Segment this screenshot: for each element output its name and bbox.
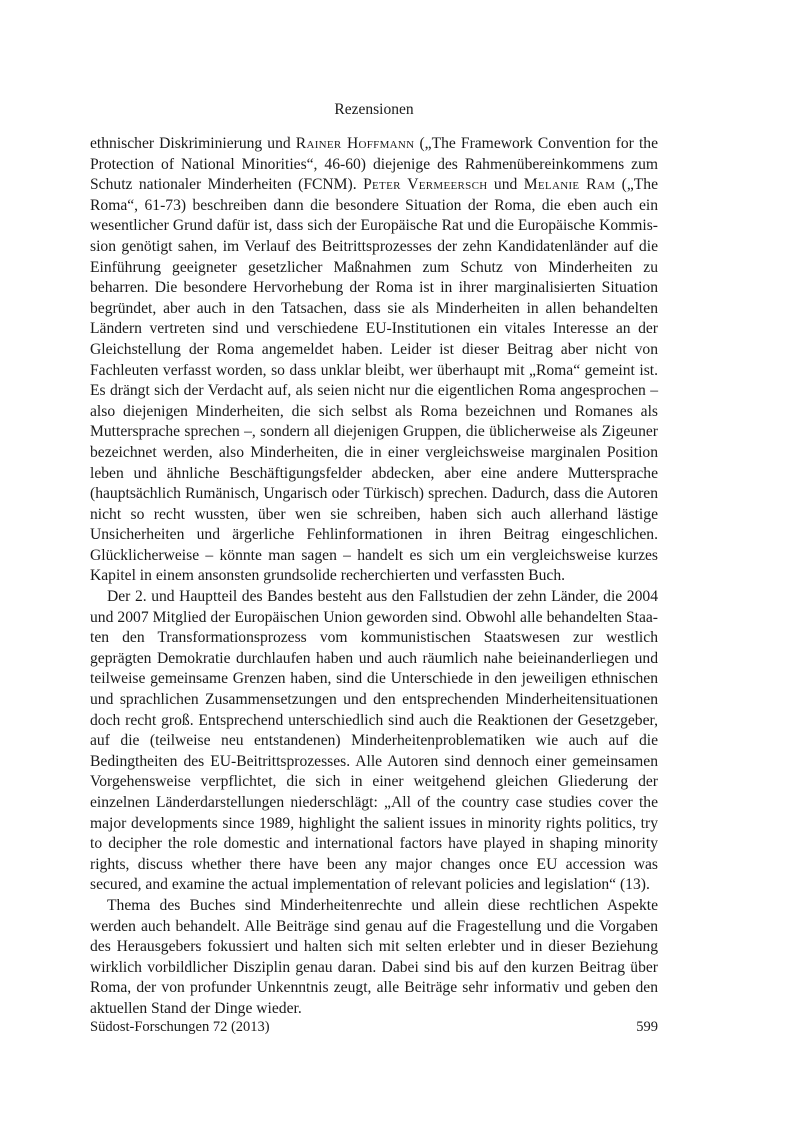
paragraph xyxy=(90,134,658,587)
paragraph xyxy=(90,896,658,1020)
text-run: ethnischer Diskriminierung und xyxy=(90,135,296,152)
author-name: Peter Vermeersch xyxy=(363,176,488,194)
author-name: Melanie Ram xyxy=(523,176,616,194)
text-run: Thema des Buches sind Minderheitenrechte und allein diese rechtlichen Aspekte werden auch behandelt. Alle Beiträge sind genau auf die Fragestellung und die Vorgaben des Herausgebers fokussiert und halten sich mit selten erlebter und in dieser Beziehung wirklich vorbildlicher Disziplin genau daran. Dabei sind bis auf den kurzen Beitrag über Roma, der von profunder Unkenntnis zeugt, alle Beiträge sehr informativ und geben den aktuellen Stand der Dinge wieder. xyxy=(90,896,658,1017)
journal-citation: Südost-Forschungen 72 (2013) xyxy=(90,1019,270,1035)
page-number: 599 xyxy=(636,1019,658,1035)
text-run: Der 2. und Hauptteil des Bandes besteht aus den Fallstudien der zehn Länder, die 2004 und 2007 Mitglied der Europäischen Union geworden sind. Obwohl alle behandelten Staaten den Transformationsprozess vom kommunistischen Staatswesen zur westlich geprägten Demokratie durchlaufen haben und auch räumlich nahe beieinanderliegen und teilweise gemeinsame Grenzen haben, sind die Unterschiede in den jeweiligen ethnischen und sprachlichen Zusammensetzungen und den entsprechenden Minderheitensituationen doch recht groß. Entsprechend unterschiedlich sind auch die Reaktionen der Gesetzgeber, auf die (teilweise neu entstandenen) Minderheitenproblematiken wie auch auf die Bedingtheiten des EU-Beitrittsprozesses. Alle Autoren sind dennoch einer gemeinsamen Vorgehensweise verpflichtet, die sich in einer weitgehend gleichen Gliederung der einzelnen Länderdarstellungen niederschlägt: „All of the country case studies cover the major developments since 1989, highlight the salient issues in minority rights politics, try to decipher the role domestic and international factors have played in shaping minority rights, discuss whether there have been any major changes once EU accession was secured, and examine the actual implementation of relevant policies and legislation“ (13). xyxy=(90,588,658,894)
author-name: Rainer Hoffmann xyxy=(295,135,415,152)
text-run: und xyxy=(487,176,524,194)
body-text xyxy=(90,134,658,1020)
text-run: („The Roma“, 61-73) beschreiben dann die besondere Situation der Roma, die eben auch ein wesentlicher Grund dafür ist, dass sich der Europäische Rat und die Europäische Kommission genötigt sahen, im Verlauf des Beitrittsprozesses der zehn Kandidatenländer auf die Einführung geeigneter gesetzlicher Maßnahmen zum Schutz von Minderheiten zu beharren. Die besondere Hervorhebung der Roma ist in ihrer marginalisierten Situation begründet, aber auch in den Tatsachen, dass sie als Minderheiten in allen behandelten Ländern vertreten sind und verschiedene EU-Institutionen ein vitales Interesse an der Gleichstellung der Roma angemeldet haben. Leider ist dieser Beitrag aber nicht von Fachleuten verfasst worden, so dass unklar bleibt, wer überhaupt mit „Roma“ gemeint ist. Es drängt sich der Verdacht auf, als seien nicht nur die eigentlichen Roma angesprochen – also diejenigen Minderheiten, die sich selbst als Roma bezeichnen und Romanes als Muttersprache sprechen –, sondern all diejenigen Gruppen, die üblicherweise als Zigeuner bezeichnet werden, also Minderheiten, die in einer vergleichsweise marginalen Position leben und ähnliche Beschäftigungsfelder abdecken, aber eine andere Muttersprache (hauptsächlich Rumänisch, Ungarisch oder Türkisch) sprechen. Dadurch, dass die Autoren nicht so recht wussten, über wen sie schreiben, haben sich auch allerhand lästige Unsicherheiten und ärgerliche Fehlinformationen in ihren Beitrag eingeschlichen. Glücklicherweise – könnte man sagen – handelt es sich um ein vergleichsweise kurzes Kapitel in einem ansonsten grundsolide recherchierten und verfassten Buch. xyxy=(90,176,659,585)
paragraph xyxy=(90,587,658,896)
running-head: Rezensionen xyxy=(334,101,414,118)
text-run: („The Framework Convention for the Protection of National Minorities“, 46-60) diejenige des Rahmenübereinkommens zum Schutz nationaler Minderheiten (FCNM). xyxy=(90,135,658,194)
